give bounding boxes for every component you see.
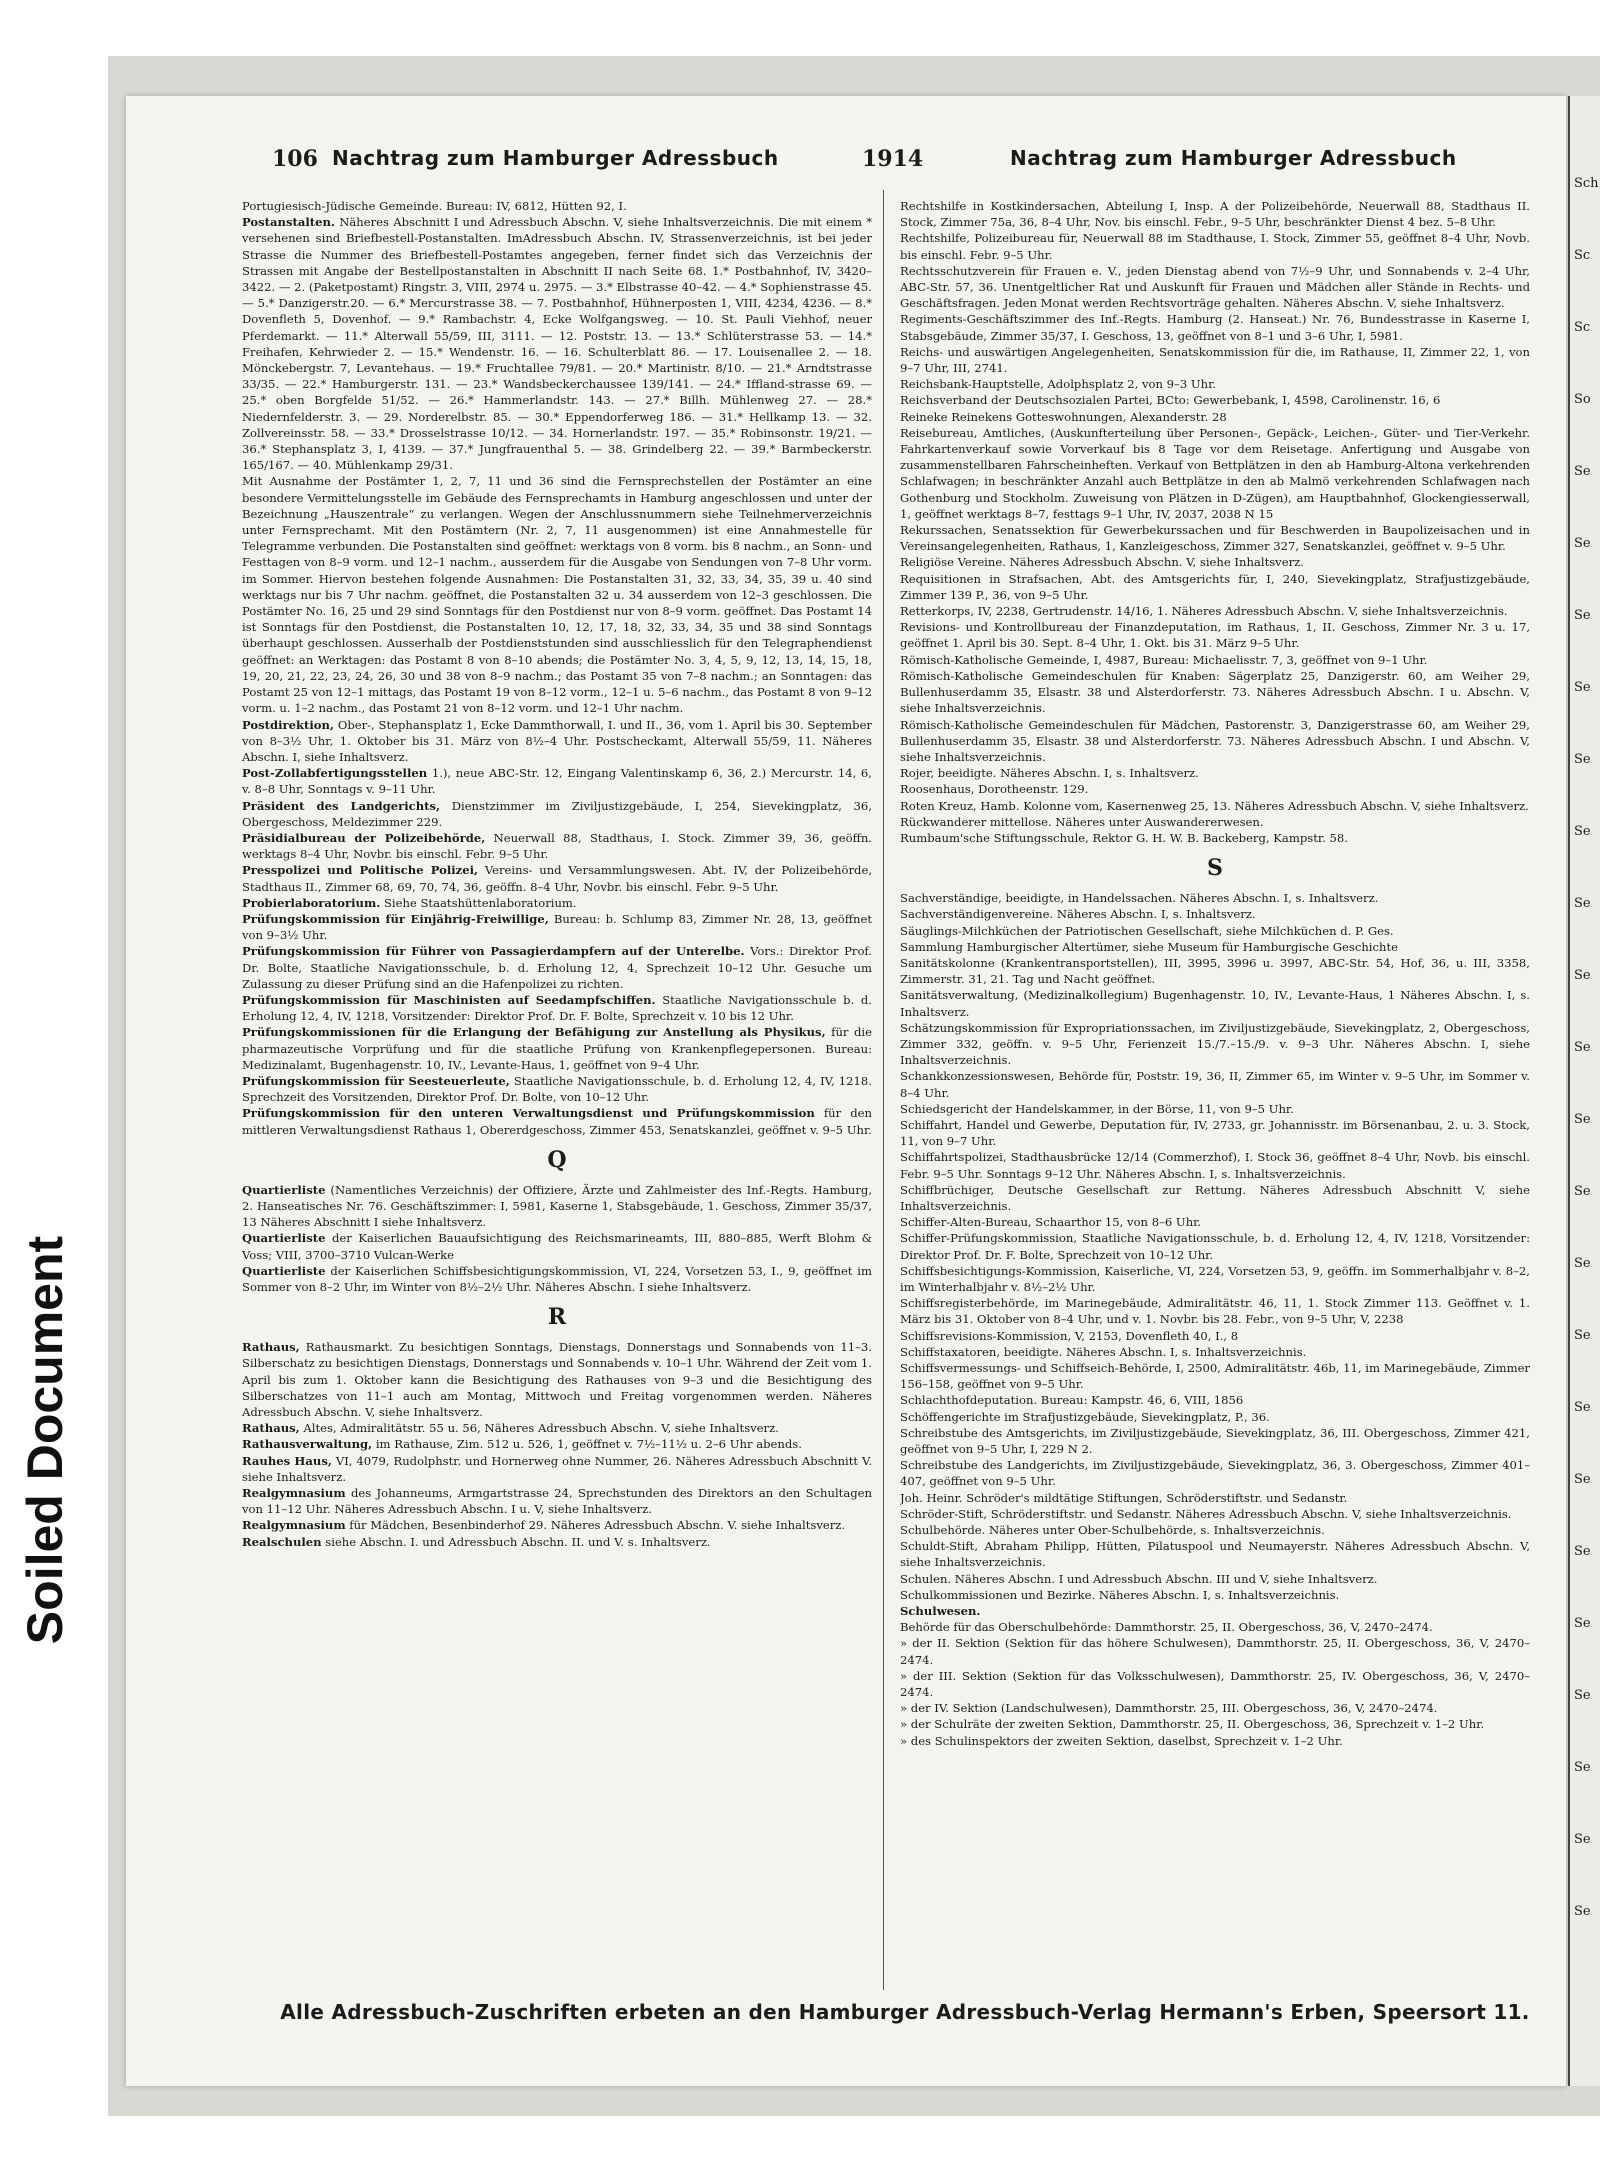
entry-text: Portugiesisch-Jüdische Gemeinde. Bureau: IV, 6812, Hütten 92, I.	[242, 199, 627, 213]
next-page-fragment: Se	[1574, 1256, 1591, 1271]
directory-entry	[900, 1409, 1530, 1425]
directory-entry	[900, 376, 1530, 392]
next-page-fragment: Se	[1574, 1616, 1591, 1631]
directory-entry	[242, 798, 872, 830]
directory-entry	[242, 830, 872, 862]
entry-text: Schöffengerichte im Strafjustizgebäude, Sievekingplatz, P., 36.	[900, 1409, 1270, 1424]
directory-entry	[900, 890, 1530, 906]
entry-text: » der II. Sektion (Sektion für das höhere Schulwesen), Dammthorstr. 25, II. Obergeschoss, 36, V, 2470–2474.	[900, 1636, 1530, 1667]
directory-entry	[242, 1453, 872, 1485]
directory-entry	[900, 1117, 1530, 1149]
directory-entry	[900, 781, 1530, 797]
entry-text: » der IV. Sektion (Landschulwesen), Dammthorstr. 25, III. Obergeschoss, 36, V, 2470–2474.	[900, 1701, 1438, 1716]
directory-entry	[900, 765, 1530, 781]
entry-term: Rathausverwaltung,	[242, 1437, 373, 1452]
directory-entry	[900, 603, 1530, 619]
entry-text: Roten Kreuz, Hamb. Kolonne vom, Kasernenweg 25, 13. Näheres Adressbuch Abschn. V, siehe Inhaltsverz.	[900, 798, 1529, 813]
next-page-fragment: Se	[1574, 1832, 1591, 1847]
page-number: 106	[272, 146, 318, 172]
directory-entry	[242, 1436, 872, 1452]
entry-text: » der Schulräte der zweiten Sektion, Dammthorstr. 25, II. Obergeschoss, 36, Sprechzeit v. 1–2 Uhr.	[900, 1717, 1485, 1732]
directory-entry	[900, 1587, 1530, 1603]
directory-entry	[900, 939, 1530, 955]
directory-entry	[900, 1020, 1530, 1069]
directory-entry	[900, 522, 1530, 554]
entry-text: Altes, Admiralitätstr. 55 u. 56, Näheres Adressbuch Abschn. V, siehe Inhaltsverz.	[303, 1421, 779, 1436]
directory-entry	[900, 668, 1530, 717]
entry-term: Präsidialbureau der Polizeibehörde,	[242, 830, 486, 845]
directory-entry	[900, 619, 1530, 651]
directory-entry	[242, 1263, 872, 1295]
directory-entry	[242, 765, 872, 797]
entry-text: Behörde für das Oberschulbehörde: Dammthorstr. 25, II. Obergeschoss, 36, V, 2470–2474.	[900, 1620, 1433, 1635]
next-page-fragment: Sc	[1574, 320, 1591, 335]
entry-text: Schreibstube des Amtsgerichts, im Ziviljustizgebäude, Sievekingplatz, 36, III. Obergeschoss, Zimmer 421, geöffnet von 9–5 Uhr, I, 229 N 2.	[900, 1425, 1530, 1457]
directory-entry	[900, 1668, 1530, 1700]
directory-entry	[900, 409, 1530, 425]
directory-entry	[900, 1101, 1530, 1117]
entry-text: VI, 4079, Rudolphstr. und Hornerweg ohne Nummer, 26. Näheres Adressbuch Abschnitt V. siehe Inhaltsverz.	[242, 1453, 872, 1484]
next-page-fragment: Se	[1574, 1472, 1591, 1487]
next-page-fragment: Se	[1574, 1688, 1591, 1703]
directory-entry	[900, 923, 1530, 939]
entry-text: Staatliche Navigationsschule b. d. Erholung 12, 4, IV, 1218, Vorsitzender: Direktor Prof. Dr. F. Bolte, Sprechzeit v. 10 bis 12 Uhr.	[242, 992, 872, 1024]
entry-term: Probierlaboratorium.	[242, 895, 381, 910]
directory-entry	[242, 1105, 872, 1137]
directory-entry	[900, 987, 1530, 1019]
entry-text: Schuldt-Stift, Abraham Philipp, Hütten, Pilatuspool und Neumayerstr. Näheres Adressbuch Abschn. V, siehe Inhaltsverzeichnis.	[900, 1539, 1530, 1570]
directory-entry	[900, 1490, 1530, 1506]
entry-text: Joh. Heinr. Schröder's mildtätige Stiftungen, Schröderstiftstr. und Sedanstr.	[900, 1490, 1348, 1505]
next-page-fragment: Se	[1574, 968, 1591, 983]
footer-advert: Alle Adressbuch-Zuschriften erbeten an den Hamburger Adressbuch-Verlag Hermann's Erben, Speersort 11.	[280, 2000, 1530, 2024]
next-page-fragment: Se	[1574, 752, 1591, 767]
entry-term: Prüfungskommissionen für die Erlangung der Befähigung zur Anstellung als Physikus,	[242, 1025, 826, 1040]
directory-entry	[242, 992, 872, 1024]
entry-text: für den mittleren Verwaltungsdienst Rathaus 1, Obererdgeschoss, Zimmer 453, Senatskanzlei, geöffnet v. 9–5 Uhr.	[242, 1106, 872, 1137]
directory-entry	[900, 1068, 1530, 1100]
entry-text: Schröder-Stift, Schröderstiftstr. und Sedanstr. Näheres Adressbuch Abschn. V, siehe Inhaltsverzeichnis.	[900, 1506, 1512, 1521]
next-page-fragment: Se	[1574, 680, 1591, 695]
entry-text: 1.), neue ABC-Str. 12, Eingang Valentinskamp 6, 36, 2.) Mercurstr. 14, 6, v. 8–8 Uhr, Sonntags v. 9–11 Uhr.	[242, 766, 872, 797]
entry-text: Sammlung Hamburgischer Altertümer, siehe Museum für Hamburgische Geschichte	[900, 939, 1398, 954]
entry-text: Sachverständige, beeidigte, in Handelssachen. Näheres Abschn. I, s. Inhaltsverz.	[900, 891, 1379, 906]
entry-text: Regiments-Geschäftszimmer des Inf.-Regts. Hamburg (2. Hanseat.) Nr. 76, Bundesstrasse in Kaserne I, Stabsgebäude, Zimmer 35/37, I. Geschoss, 13, geöffnet von 8–1 und 3–6 Uhr, I, 5981.	[900, 312, 1530, 343]
directory-entry	[900, 1716, 1530, 1732]
directory-entry	[900, 955, 1530, 987]
entry-term: Postanstalten.	[242, 215, 335, 230]
entry-text: siehe Abschn. I. und Adressbuch Abschn. II. und V. s. Inhaltsverz.	[325, 1534, 711, 1549]
directory-entry	[242, 1420, 872, 1436]
directory-entry	[900, 1700, 1530, 1716]
entry-text: Ober-, Stephansplatz 1, Ecke Dammthorwall, I. und II., 36, vom 1. April bis 30. September von 8–3½ Uhr, 1. Oktober bis 31. März von 8½–4 Uhr. Postscheckamt, Alterwall 55/59, 11. Näheres Abschn. I, siehe Inhaltsverz.	[242, 717, 872, 764]
entry-text: Römisch-Katholische Gemeindeschulen für Knaben: Sägerplatz 25, Danzigerstr. 60, am Weiher 29, Bullenhuserdamm 35, Elsastr. 38 und Alsterdorferstr. 73. Näheres Adressbuch Abschn. I u. Abschn. V, siehe Inhaltsverzeichnis.	[900, 668, 1530, 716]
entry-text: Rumbaum'sche Stiftungsschule, Rektor G. H. W. B. Backeberg, Kampstr. 58.	[900, 830, 1348, 845]
entry-text: Mit Ausnahme der Postämter 1, 2, 7, 11 und 36 sind die Fernsprechstellen der Postämter an eine besondere Vermittelungsstelle im Gebäude des Fernsprechamts in Hamburg angeschlossen und unter der Bezeichnung „Hauszentrale“ zu verlangen. Wegen der Anschlussnummern siehe Teilnehmerverzeichnis unter Fernsprechamt. Mit den Postämtern (Nr. 2, 7, 11 ausgenommen) ist eine Annahmestelle für Telegramme verbunden. Die Postanstalten sind geöffnet: werktags von 8 vorm. bis 8 nachm., an Sonn- und Festtagen von 8–9 vorm. und 12–1 nachm., ausserdem für die Ausgabe von Sendungen von 7–8 Uhr vorm. im Sommer. Hiervon bestehen folgende Ausnahmen: Die Postanstalten 31, 32, 33, 34, 35, 39 u. 40 sind werktags nur bis 7 Uhr nachm. geöffnet, die Postanstalten 32 u. 34 ausserdem von 12–3 geschlossen. Die Postämter No. 16, 25 und 29 sind Sonntags für den Postdienst nur von 8–9 vorm. geöffnet. Das Postamt 14 ist Sonntags für den Postdienst, die Postanstalten 10, 12, 17, 18, 32, 33, 34, 35 und 38 sind Sonntags überhaupt geschlossen. Ausserhalb der Postdienststunden sind ausschliesslich für den Telegraphendienst geöffnet: an Werktagen: das Postamt 8 von 8–10 abends; die Postämter No. 3, 4, 5, 9, 12, 13, 14, 15, 18, 19, 20, 21, 22, 23, 24, 26, 30 und 38 von 8–9 nachm.; das Postamt 35 von 7–8 nachm.; an Sonntagen: das Postamt 25 von 12–1 mittags, das Postamt 19 von 8–12 vorm., 12–1 u. 5–6 nachm., das Postamt 8 von 9–12 vorm. u. 1–2 nachm., das Postamt 21 von 8–12 vorm. und 12–1 Uhr nachm.	[242, 474, 872, 716]
entry-text: Schiffer-Prüfungskommission, Staatliche Navigationsschule, b. d. Erholung 12, 4, IV, 1218, Vorsitzender: Direktor Prof. Dr. F. Bolte, Sprechzeit von 10–12 Uhr.	[900, 1231, 1530, 1262]
directory-entry	[900, 1230, 1530, 1262]
entry-term: Prüfungskommission für Maschinisten auf Seedampfschiffen.	[242, 992, 656, 1007]
directory-entry	[900, 1522, 1530, 1538]
entry-term: Präsident des Landgerichts,	[242, 798, 441, 813]
next-page-fragment: Se	[1574, 1328, 1591, 1343]
entry-text: Schiffsrevisions-Kommission, V, 2153, Dovenfleth 40, I., 8	[900, 1328, 1239, 1343]
entry-text: Siehe Staatshüttenlaboratorium.	[383, 895, 577, 910]
next-page-fragment: Se	[1574, 608, 1591, 623]
entry-text: Römisch-Katholische Gemeinde, I, 4987, Bureau: Michaelisstr. 7, 3, geöffnet von 9–1 Uhr.	[900, 652, 1428, 667]
entry-text: Rechtshilfe in Kostkindersachen, Abteilung I, Insp. A der Polizeibehörde, Neuerwall 88, Stadthaus II. Stock, Zimmer 75a, 36, 8–4 Uhr, Nov. bis einschl. Febr., 9–5 Uhr, beschränkter Dienst 4 bez. 5–8 Uhr.	[900, 199, 1530, 230]
entry-text: Schiffsregisterbehörde, im Marinegebäude, Admiralitätstr. 46, 11, 1. Stock Zimmer 113. Geöffnet v. 1. März bis 31. Oktober von 8–4 Uhr, und v. 1. Novbr. bis 28. Febr., von 9–5 Uhr, V, 2238	[900, 1296, 1530, 1327]
entry-text: Schlachthofdeputation. Bureau: Kampstr. 46, 6, VIII, 1856	[900, 1393, 1244, 1408]
entry-term: Quartierliste	[242, 1263, 326, 1278]
next-page-fragment: Se	[1574, 464, 1591, 479]
next-page-fragment: Sch	[1574, 176, 1599, 191]
entry-text: Schiffahrt, Handel und Gewerbe, Deputation für, IV, 2733, gr. Johannisstr. im Börsenanbau, 2. u. 3. Stock, 11, von 9–7 Uhr.	[900, 1117, 1530, 1149]
directory-entry	[900, 830, 1530, 846]
directory-entry	[242, 1339, 872, 1420]
directory-entry	[900, 1603, 1530, 1619]
entry-text: Reichsbank-Hauptstelle, Adolphsplatz 2, von 9–3 Uhr.	[900, 377, 1217, 392]
entry-term: Quartierliste	[242, 1182, 326, 1197]
entry-term: Prüfungskommission für Seesteuerleute,	[242, 1073, 510, 1088]
entry-text: Reichsverband der Deutschsozialen Partei, BCto: Gewerbebank, I, 4598, Carolinenstr. 16, 6	[900, 393, 1441, 408]
directory-entry	[900, 906, 1530, 922]
next-page-fragment: Se	[1574, 536, 1591, 551]
next-page-fragment: Se	[1574, 1040, 1591, 1055]
directory-entry	[900, 652, 1530, 668]
directory-entry	[900, 263, 1530, 312]
next-page-fragment: Sc	[1574, 248, 1591, 263]
directory-entry	[242, 1182, 872, 1231]
entry-text: Rechtsschutzverein für Frauen e. V., jeden Dienstag abend von 7½–9 Uhr, und Sonnabends v. 2–4 Uhr, ABC-Str. 57, 36. Unentgeltlicher Rat und Auskunft für Frauen und Mädchen aller Stände in Rechts- und Geschäftsfragen. Jeden Monat werden Rechtsvorträge gehalten. Näheres Abschn. V, siehe Inhaltsverz.	[900, 263, 1530, 311]
entry-text: Requisitionen in Strafsachen, Abt. des Amtsgerichts für, I, 240, Sievekingplatz, Strafjustizgebäude, Zimmer 139 P., 36, von 9–5 Uhr.	[900, 571, 1530, 602]
entry-text: für Mädchen, Besenbinderhof 29. Näheres Adressbuch Abschn. V. siehe Inhaltsverz.	[349, 1518, 846, 1533]
entry-text: im Rathause, Zim. 512 u. 526, 1, geöffnet v. 7½–11½ u. 2–6 Uhr abends.	[375, 1437, 802, 1452]
entry-term: Realschulen	[242, 1534, 322, 1549]
section-letter: R	[547, 1304, 567, 1331]
next-page-fragment: Se	[1574, 1400, 1591, 1415]
entry-term: Realgymnasium	[242, 1518, 346, 1533]
directory-entry	[900, 717, 1530, 766]
entry-text: » der III. Sektion (Sektion für das Volksschulwesen), Dammthorstr. 25, IV. Obergeschoss, 36, V, 2470–2474.	[900, 1668, 1530, 1700]
entry-text: der Kaiserlichen Schiffsbesichtigungskommission, VI, 224, Vorsetzen 53, I., 9, geöffnet im Sommer von 8–2 Uhr, im Winter von 8½–2½ Uhr. Näheres Abschn. I siehe Inhaltsverz.	[242, 1263, 872, 1294]
entry-text: Sanitätsverwaltung, (Medizinalkollegium) Bugenhagenstr. 10, IV., Levante-Haus, 1 Näheres Abschn. I, s. Inhaltsverz.	[900, 988, 1530, 1019]
entry-text: (Namentliches Verzeichnis) der Offiziere, Ärzte und Zahlmeister des Inf.-Regts. Hamburg, 2. Hanseatisches Nr. 76. Geschäftszimmer: I, 5981, Kaserne 1, Stabsgebäude, 1. Geschoss, Zimmer 35/37, 13 Näheres Abschnitt I siehe Inhaltsverz.	[242, 1182, 872, 1230]
entry-term: Quartierliste	[242, 1231, 326, 1246]
entry-term: Schulwesen.	[900, 1604, 981, 1619]
entry-text: Vors.: Direktor Prof. Dr. Bolte, Staatliche Navigationsschule, b. d. Erholung 12, 4, Sprechzeit 10–12 Uhr. Gesuche um Zulassung zu dieser Prüfung sind an die Hafenpolizei zu richten.	[242, 944, 872, 991]
next-page-fragment: Se	[1574, 1904, 1591, 1919]
directory-entry	[900, 814, 1530, 830]
entry-term: Postdirektion,	[242, 717, 335, 732]
directory-entry	[900, 392, 1530, 408]
entry-text: Schreibstube des Landgerichts, im Ziviljustizgebäude, Sievekingplatz, 36, 3. Obergeschoss, Zimmer 401–407, geöffnet von 9–5 Uhr.	[900, 1458, 1530, 1489]
directory-entry	[242, 1485, 872, 1517]
header-right-title: Nachtrag zum Hamburger Adressbuch	[1010, 146, 1457, 170]
directory-entry	[242, 214, 872, 473]
entry-text: Rojer, beeidigte. Näheres Abschn. I, s. Inhaltsverz.	[900, 766, 1199, 781]
directory-entry	[900, 554, 1530, 570]
directory-entry	[900, 1182, 1530, 1214]
entry-term: Prüfungskommission für Führer von Passagierdampfern auf der Unterelbe.	[242, 944, 745, 959]
next-page-fragment: Se	[1574, 1544, 1591, 1559]
entry-text: Schiffstaxatoren, beeidigte. Näheres Abschn. I, s. Inhaltsverzeichnis.	[900, 1344, 1307, 1359]
directory-entry	[242, 1230, 872, 1262]
entry-text: Neuerwall 88, Stadthaus, I. Stock. Zimmer 39, 36, geöffn. werktags 8–4 Uhr, Novbr. bis einschl. Febr. 9–5 Uhr.	[242, 830, 872, 862]
next-page-fragment: Se	[1574, 1760, 1591, 1775]
directory-entry	[900, 1392, 1530, 1408]
entry-text: der Kaiserlichen Bauaufsichtigung des Reichsmarineamts, III, 880–885, Werft Blohm & Voss; VIII, 3700–3710 Vulcan-Werke	[242, 1231, 872, 1262]
entry-term: Rathaus,	[242, 1421, 300, 1436]
entry-text: Rückwanderer mittellose. Näheres unter Auswandererwesen.	[900, 814, 1264, 829]
directory-entry	[242, 862, 872, 894]
directory-entry	[242, 717, 872, 766]
next-page-fragment: Se	[1574, 896, 1591, 911]
directory-entry	[900, 1425, 1530, 1457]
directory-entry	[900, 1457, 1530, 1489]
directory-entry	[242, 943, 872, 992]
entry-text: Schulen. Näheres Abschn. I und Adressbuch Abschn. III und V, siehe Inhaltsverz.	[900, 1571, 1378, 1586]
entry-text: Sachverständigenvereine. Näheres Abschn. I, s. Inhaltsverz.	[900, 907, 1256, 922]
entry-text: Schulkommissionen und Bezirke. Näheres Abschn. I, s. Inhaltsverzeichnis.	[900, 1587, 1340, 1602]
entry-text: Näheres Abschnitt I und Adressbuch Abschn. V, siehe Inhaltsverzeichnis. Die mit einem * versehenen sind Briefbestell-Postanstalten. ImAdressbuch Abschn. IV, Strassenverzeichnis, ist bei jeder Strasse die Nummer des Briefbestell-Postamtes angegeben, ferner findet sich das Verzeichnis der Strassen mit Angabe der Bestellpostanstalten in Abschnitt II nach Seite 68. 1.* Postbahnhof, IV, 3420–3422. — 2. (Paketpostamt) Ringstr. 3, VIII, 2974 u. 2975. — 3.* Elbstrasse 40–42. — 4.* Sophienstrasse 45. — 5.* Danzigerstr.20. — 6.* Mercurstrasse 38. — 7. Postbahnhof, Hühnerposten 1, VIII, 4234, 4236. — 8.* Dovenfleth 5, Dovenhof. — 9.* Rambachstr. 4, Ecke Wolfgangsweg. — 10. St. Pauli Viehhof, neuer Pferdemarkt. — 11.* Alterwall 55/59, III, 3111. — 12. Poststr. 13. — 13.* Schlüterstrasse 53. — 14.* Freihafen, Kehrwieder 2. — 15.* Wendenstr. 16. — 16. Schulterblatt 86. — 17. Louisenallee 2. — 18. Mönckebergstr. 7, Levantehaus. — 19.* Fruchtallee 79/81. — 20.* Martinistr. 8/10. — 21.* Arndtstrasse 33/35. — 22.* Hamburgerstr. 131. — 23.* Wandsbeckerchaussee 139/141. — 24.* Iffland-strasse 69. — 25.* oben Borgfelde 51/52. — 26.* Hammerlandstr. 143. — 27.* Billh. Mühlenweg 27. — 28.* Niedernfelderstr. 3. — 29. Norderelbstr. 85. — 30.* Eppendorferweg 186. — 31.* Hellkamp 13. — 32. Zollvereinsstr. 58. — 33.* Drosselstrasse 10/12. — 34. Hornerlandstr. 197. — 35.* Robinsonstr. 19/21. — 36.* Stephansplatz 3, I, 4139. — 37.* Jungfrauenthal 5. — 38. Grindelberg 22. — 39.* Barmbeckerstr. 165/167. — 40. Mühlenkamp 29/31.	[242, 215, 872, 473]
next-page-fragment: Se	[1574, 1112, 1591, 1127]
entry-term: Rathaus,	[242, 1340, 300, 1355]
directory-entry	[900, 230, 1530, 262]
directory-entry	[900, 1360, 1530, 1392]
entry-text: Retterkorps, IV, 2238, Gertrudenstr. 14/16, 1. Näheres Adressbuch Abschn. V, siehe Inhaltsverzeichnis.	[900, 604, 1508, 619]
directory-entry	[900, 311, 1530, 343]
directory-entry	[900, 344, 1530, 376]
directory-entry	[242, 1073, 872, 1105]
entry-text: Schiedsgericht der Handelskammer, in der Börse, 11, von 9–5 Uhr.	[900, 1101, 1294, 1116]
entry-text: Römisch-Katholische Gemeindeschulen für Mädchen, Pastorenstr. 3, Danzigerstrasse 60, am Weiher 29, Bullenhuserdamm 35, Elsastr. 38 und Alsterdorferstr. 73. Näheres Adressbuch Abschn. I und Abschn. V, siehe Inhaltsverzeichnis.	[900, 717, 1530, 764]
next-page-edge	[1568, 96, 1600, 2086]
entry-text: Rathausmarkt. Zu besichtigen Sonntags, Dienstags, Donnerstags und Sonnabends von 11–3. Silberschatz zu besichtigen Dienstags, Donnerstags und Sonnabends v. 10–1 Uhr. Während der Zeit vom 1. April bis zum 1. Oktober kann die Besichtigung des Rathauses von 9–3 und die Besichtigung des Silberschatzes von 11–1 auch am Montag, Mittwoch und Freitag vorgenommen werden. Näheres Adressbuch Abschn. V, siehe Inhaltsverz.	[242, 1340, 872, 1420]
entry-text: für die pharmazeutische Vorprüfung und für die staatliche Prüfung von Krankenpflegepersonen. Bureau: Medizinalamt, Bugenhagenstr. 10, IV., Levante-Haus, 1, geöffnet von 9–4 Uhr.	[242, 1025, 872, 1072]
entry-text: Dienstzimmer im Ziviljustizgebäude, I, 254, Sievekingplatz, 36, Obergeschoss, Meldezimmer 229.	[242, 798, 872, 829]
entry-text: Schiffahrtspolizei, Stadthausbrücke 12/14 (Commerzhof), I. Stock 36, geöffnet 8–4 Uhr, Novb. bis einschl. Febr. 9–5 Uhr. Sonntags 9–12 Uhr. Näheres Abschn. I, s. Inhaltsverzeichnis.	[900, 1150, 1530, 1181]
entry-text: Staatliche Navigationsschule, b. d. Erholung 12, 4, IV, 1218. Sprechzeit des Vorsitzenden, Direktor Prof. Dr. Bolte, von 10–12 Uhr.	[242, 1073, 872, 1105]
next-page-fragment: Se	[1574, 824, 1591, 839]
directory-entry	[900, 1538, 1530, 1570]
entry-text: Reineke Reinekens Gotteswohnungen, Alexanderstr. 28	[900, 409, 1227, 424]
entry-text: des Johanneums, Armgartstrasse 24, Sprechstunden des Direktors an den Schultagen von 11–12 Uhr. Näheres Adressbuch Abschn. I u. V, siehe Inhaltsverz.	[242, 1486, 872, 1517]
entry-text: Sanitätskolonne (Krankentransportstellen), III, 3995, 3996 u. 3997, ABC-Str. 54, Hof, 36, u. III, 3358, Zimmerstr. 31, 21. Tag und Nacht geöffnet.	[900, 955, 1530, 987]
entry-text: Rechtshilfe, Polizeibureau für, Neuerwall 88 im Stadthause, I. Stock, Zimmer 55, geöffnet 8–4 Uhr, Novb. bis einschl. Febr. 9–5 Uhr.	[900, 231, 1530, 262]
header-year: 1914	[862, 146, 924, 172]
directory-entry	[900, 1344, 1530, 1360]
entry-term: Realgymnasium	[242, 1486, 346, 1501]
directory-entry	[900, 1214, 1530, 1230]
directory-entry	[900, 198, 1530, 230]
entry-term: Presspolizei und Politische Polizei,	[242, 863, 479, 878]
entry-text: » des Schulinspektors der zweiten Sektion, daselbst, Sprechzeit v. 1–2 Uhr.	[900, 1733, 1343, 1748]
column-divider	[883, 190, 884, 1990]
directory-entry	[900, 1635, 1530, 1667]
entry-text: Säuglings-Milchküchen der Patriotischen Gesellschaft, siehe Milchküchen d. P. Ges.	[900, 923, 1394, 938]
directory-entry	[900, 1328, 1530, 1344]
directory-entry	[242, 911, 872, 943]
entry-term: Prüfungskommission für Einjährig-Freiwillige,	[242, 911, 549, 926]
entry-text: Vereins- und Versammlungswesen. Abt. IV, der Polizeibehörde, Stadthaus II., Zimmer 68, 69, 70, 74, 36, geöffn. 8–4 Uhr, Novbr. bis einschl. Febr. 9–5 Uhr.	[242, 863, 872, 894]
directory-entry	[242, 198, 872, 214]
directory-entry	[900, 798, 1530, 814]
entry-text: Schankkonzessionswesen, Behörde für, Poststr. 19, 36, II, Zimmer 65, im Winter v. 9–5 Uhr, im Sommer v. 8–4 Uhr.	[900, 1069, 1530, 1100]
directory-entry	[900, 571, 1530, 603]
entry-text: Reichs- und auswärtigen Angelegenheiten, Senatskommission für die, im Rathause, II, Zimmer 22, 1, von 9–7 Uhr, III, 2741.	[900, 344, 1530, 376]
directory-entry	[900, 1506, 1530, 1522]
entry-text: Schiffsvermessungs- und Schiffseich-Behörde, I, 2500, Admiralitätstr. 46b, 11, im Marinegebäude, Zimmer 156–158, geöffnet von 9–5 Uhr.	[900, 1361, 1530, 1392]
section-letter: S	[1207, 855, 1223, 882]
directory-entry	[900, 1149, 1530, 1181]
entry-text: Schätzungskommission für Expropriationssachen, im Ziviljustizgebäude, Sievekingplatz, 2, Obergeschoss, Zimmer 332, geöffn. v. 9–5 Uhr, Ferienzeit 15./7.–15./9. v. 9–3 Uhr. Näheres Abschn. I, siehe Inhaltsverzeichnis.	[900, 1020, 1530, 1068]
entry-term: Rauhes Haus,	[242, 1453, 332, 1468]
margin-label	[0, 1140, 90, 1740]
entry-text: Religiöse Vereine. Näheres Adressbuch Abschn. V, siehe Inhaltsverz.	[900, 555, 1304, 570]
directory-entry	[242, 1517, 872, 1533]
entry-text: Rekurssachen, Senatssektion für Gewerbekurssachen und für Beschwerden in Baupolizeisachen und in Vereinsangelegenheiten, Rathaus, 1, Kanzleigeschoss, Zimmer 327, Senatskanzlei, geöffnet v. 9–5 Uhr.	[900, 523, 1530, 554]
right-column	[900, 198, 1530, 1988]
entry-text: Schiffsbesichtigungs-Kommission, Kaiserliche, VI, 224, Vorsetzen 53, 9, geöffn. im Sommerhalbjahr v. 8–2, im Winterhalbjahr v. 8½–2½ Uhr.	[900, 1263, 1530, 1294]
directory-entry	[900, 1571, 1530, 1587]
directory-entry	[242, 1024, 872, 1073]
entry-text: Schiffbrüchiger, Deutsche Gesellschaft zur Rettung. Näheres Adressbuch Abschnitt V, siehe Inhaltsverzeichnis.	[900, 1182, 1530, 1213]
entry-text: Schulbehörde. Näheres unter Ober-Schulbehörde, s. Inhaltsverzeichnis.	[900, 1523, 1325, 1538]
entry-term: Post-Zollabfertigungsstellen	[242, 766, 428, 781]
entry-text: Bureau: b. Schlump 83, Zimmer Nr. 28, 13, geöffnet von 9–3½ Uhr.	[242, 911, 872, 943]
directory-entry	[900, 1619, 1530, 1635]
directory-entry	[242, 895, 872, 911]
entry-term: Prüfungskommission für den unteren Verwaltungsdienst und Prüfungskommission	[242, 1106, 815, 1121]
next-page-fragment: Se	[1574, 1184, 1591, 1199]
next-page-fragment: So	[1574, 392, 1591, 407]
directory-entry	[242, 1534, 872, 1550]
entry-text: Schiffer-Alten-Bureau, Schaarthor 15, von 8–6 Uhr.	[900, 1215, 1202, 1230]
directory-entry	[900, 1733, 1530, 1749]
section-letter: Q	[547, 1146, 567, 1173]
directory-entry	[900, 1295, 1530, 1327]
left-column	[242, 198, 872, 1988]
header-left-title: Nachtrag zum Hamburger Adressbuch	[332, 146, 779, 170]
directory-entry	[900, 425, 1530, 522]
entry-text: Roosenhaus, Dorotheenstr. 129.	[900, 782, 1089, 797]
directory-entry	[900, 1263, 1530, 1295]
entry-text: Reisebureau, Amtliches, (Auskunfterteilung über Personen-, Gepäck-, Leichen-, Güter- und Tier-Verkehr. Fahrkartenverkauf sowie Vorverkauf bis 8 Tage vor dem Reisetage. Anfertigung und Ausgabe von zusammenstellbaren Fahrscheinheften. Verkauf von Bettplätzen in den ab Hamburg-Altona verkehrenden Schlafwagen; in beschränkter Anzahl auch Bettplätze in den ab Malmö verkehrenden Schlafwagen nach Gothenburg und Stockholm. Zuweisung von Plätzen in D-Zügen), am Hauptbahnhof, Glockengiesserwall, 1, geöffnet werktags 8–7, festtags 9–1 Uhr, IV, 2037, 2038 N 15	[900, 425, 1530, 521]
entry-text: Revisions- und Kontrollbureau der Finanzdeputation, im Rathaus, 1, II. Geschoss, Zimmer Nr. 3 u. 17, geöffnet 1. April bis 30. Sept. 8–4 Uhr, 1. Okt. bis 31. März 9–5 Uhr.	[900, 620, 1530, 651]
directory-entry	[242, 473, 872, 716]
margin-label-text: Soiled Document	[17, 1235, 73, 1645]
